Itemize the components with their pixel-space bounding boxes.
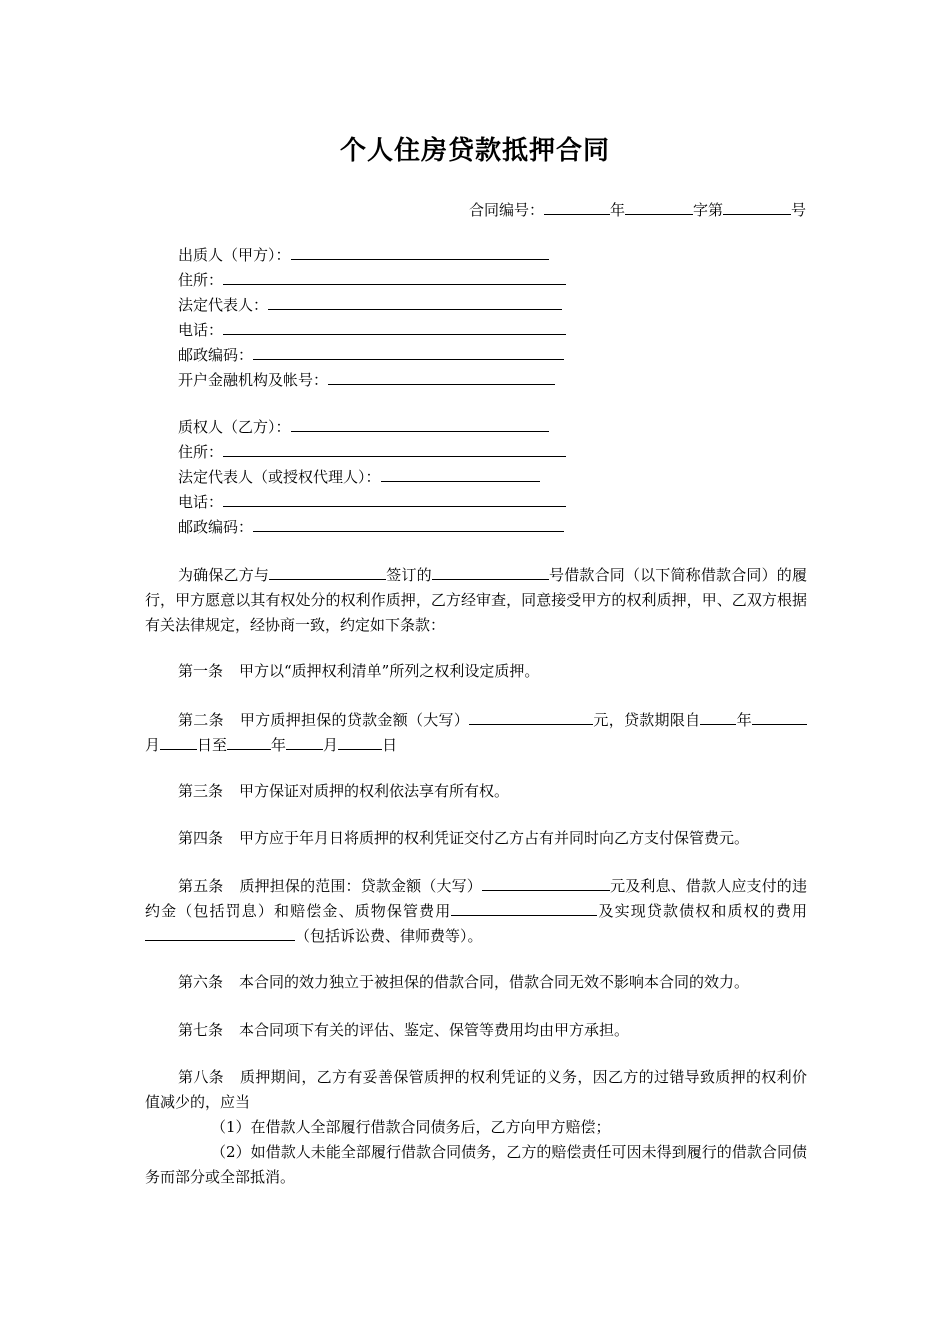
pledgor-address-label: 住所： (178, 271, 224, 289)
article-5 (145, 874, 807, 949)
blank-line (286, 735, 323, 750)
pledgor-label: 出质人（甲方）： (178, 246, 291, 264)
contract-char-label: 字第 (692, 201, 723, 219)
article-1-number: 第一条 (178, 662, 224, 680)
contract-number (469, 199, 806, 220)
pledgee-block (178, 415, 566, 540)
preamble-text-3: 号借款合同（以下简称借款合同）的履行，甲方愿意以其有权处分的权利作质押，乙方经审查，同意接受甲方的权利质押，甲、乙双方根据有关法律规定，经协商一致，约定如下条款： (145, 566, 807, 634)
blank-line (160, 735, 197, 750)
article-8-number: 第八条 (178, 1068, 224, 1086)
pledgee-postcode-row (178, 515, 566, 540)
article-5-text-4: （包括诉讼费、律师费等）。 (295, 927, 483, 945)
article-8-item-1: （1）在借款人全部履行借款合同债务后，乙方向甲方赔偿； (211, 1118, 611, 1136)
preamble-text-1: 为确保乙方与 (178, 566, 270, 584)
pledgee-legal-rep-row (178, 465, 566, 490)
article-3-number: 第三条 (178, 782, 224, 800)
pledgor-postcode-field[interactable] (253, 344, 564, 360)
pledgor-phone-row (178, 318, 566, 343)
article-7 (145, 1018, 807, 1043)
pledgee-phone-row (178, 490, 566, 515)
blank-line (227, 735, 271, 750)
blank-line (752, 710, 807, 725)
article-2-number: 第二条 (178, 711, 224, 729)
article-5-text-2: 元及利息、借款人应支付的违约金（包括罚息）和赔偿金、质物保管费用 (145, 877, 807, 920)
article-2-text-1: 甲方质押担保的贷款金额（大写） (239, 711, 470, 729)
article-2-month-2: 月 (323, 736, 339, 754)
contract-year-label: 年 (609, 201, 625, 219)
pledgee-legal-rep-label: 法定代表人（或授权代理人）： (178, 468, 381, 486)
article-7-text: 本合同项下有关的评估、鉴定、保管等费用均由甲方承担。 (239, 1021, 630, 1039)
article-2-year: 年 (736, 711, 752, 729)
blank-line (723, 200, 791, 215)
pledgor-name-row (178, 243, 566, 268)
pledgor-address-field[interactable] (223, 269, 566, 285)
article-8 (145, 1065, 807, 1115)
pledgor-block (178, 243, 566, 393)
pledgee-phone-field[interactable] (223, 491, 566, 507)
pledgee-postcode-label: 邮政编码： (178, 518, 254, 536)
preamble-text-2: 签订的 (386, 566, 432, 584)
article-5-text-3: 及实现贷款债权和质权的费用 (597, 902, 807, 920)
pledgor-bank-field[interactable] (328, 369, 555, 385)
pledgor-legal-rep-row (178, 293, 566, 318)
pledgee-address-field[interactable] (223, 441, 566, 457)
article-3 (145, 779, 807, 804)
pledgee-label: 质权人（乙方）： (178, 418, 291, 436)
pledgee-legal-rep-field[interactable] (381, 466, 540, 482)
article-2-day-2: 日 (382, 736, 398, 754)
preamble-paragraph (145, 563, 807, 638)
blank-line (145, 926, 295, 941)
pledgor-bank-row (178, 368, 566, 393)
contract-number-label: 合同编号： (468, 201, 544, 219)
pledgor-postcode-row (178, 343, 566, 368)
pledgor-address-row (178, 268, 566, 293)
article-3-text: 甲方保证对质押的权利依法享有所有权。 (239, 782, 510, 800)
pledgee-name-row (178, 415, 566, 440)
pledgor-bank-label: 开户金融机构及帐号： (178, 371, 329, 389)
article-7-number: 第七条 (178, 1021, 224, 1039)
blank-line (469, 710, 593, 725)
pledgor-legal-rep-label: 法定代表人： (178, 296, 269, 314)
article-2-year-2: 年 (271, 736, 287, 754)
article-5-number: 第五条 (178, 877, 224, 895)
pledgee-postcode-field[interactable] (253, 516, 564, 532)
article-6-text: 本合同的效力独立于被担保的借款合同，借款合同无效不影响本合同的效力。 (239, 973, 750, 991)
article-2 (145, 708, 807, 758)
article-8-item-2: （2）如借款人未能全部履行借款合同债务，乙方的赔偿责任可因未得到履行的借款合同债务而部分或全部抵消。 (145, 1143, 807, 1186)
blank-line (625, 200, 693, 215)
blank-line (269, 565, 386, 580)
article-6-number: 第六条 (178, 973, 224, 991)
pledgor-name-field[interactable] (291, 244, 549, 260)
article-8-text: 质押期间，乙方有妥善保管质押的权利凭证的义务，因乙方的过错导致质押的权利价值减少的，应当 (145, 1068, 807, 1111)
pledgor-phone-label: 电话： (178, 321, 224, 339)
blank-line (338, 735, 382, 750)
pledgee-name-field[interactable] (291, 416, 549, 432)
article-4-text: 甲方应于年月日将质押的权利凭证交付乙方占有并同时向乙方支付保管费元。 (239, 829, 750, 847)
article-2-text-2: 元，贷款期限自 (593, 711, 701, 729)
blank-line (700, 710, 736, 725)
article-4 (145, 826, 807, 851)
blank-line (432, 565, 549, 580)
article-1 (145, 659, 807, 684)
article-5-text-1: 质押担保的范围：贷款金额（大写） (239, 877, 482, 895)
pledgor-postcode-label: 邮政编码： (178, 346, 254, 364)
pledgor-phone-field[interactable] (223, 319, 566, 335)
pledgee-address-row (178, 440, 566, 465)
article-6 (145, 970, 807, 995)
pledgee-phone-label: 电话： (178, 493, 224, 511)
article-1-text: 甲方以“质押权利清单”所列之权利设定质押。 (239, 662, 540, 680)
pledgee-address-label: 住所： (178, 443, 224, 461)
document-title: 个人住房贷款抵押合同 (339, 136, 610, 166)
article-2-day: 日至 (197, 736, 228, 754)
contract-no-label: 号 (790, 201, 806, 219)
blank-line (544, 200, 610, 215)
pledgor-legal-rep-field[interactable] (268, 294, 562, 310)
blank-line (451, 901, 597, 916)
blank-line (482, 876, 610, 891)
article-2-month: 月 (145, 736, 161, 754)
article-4-number: 第四条 (178, 829, 224, 847)
